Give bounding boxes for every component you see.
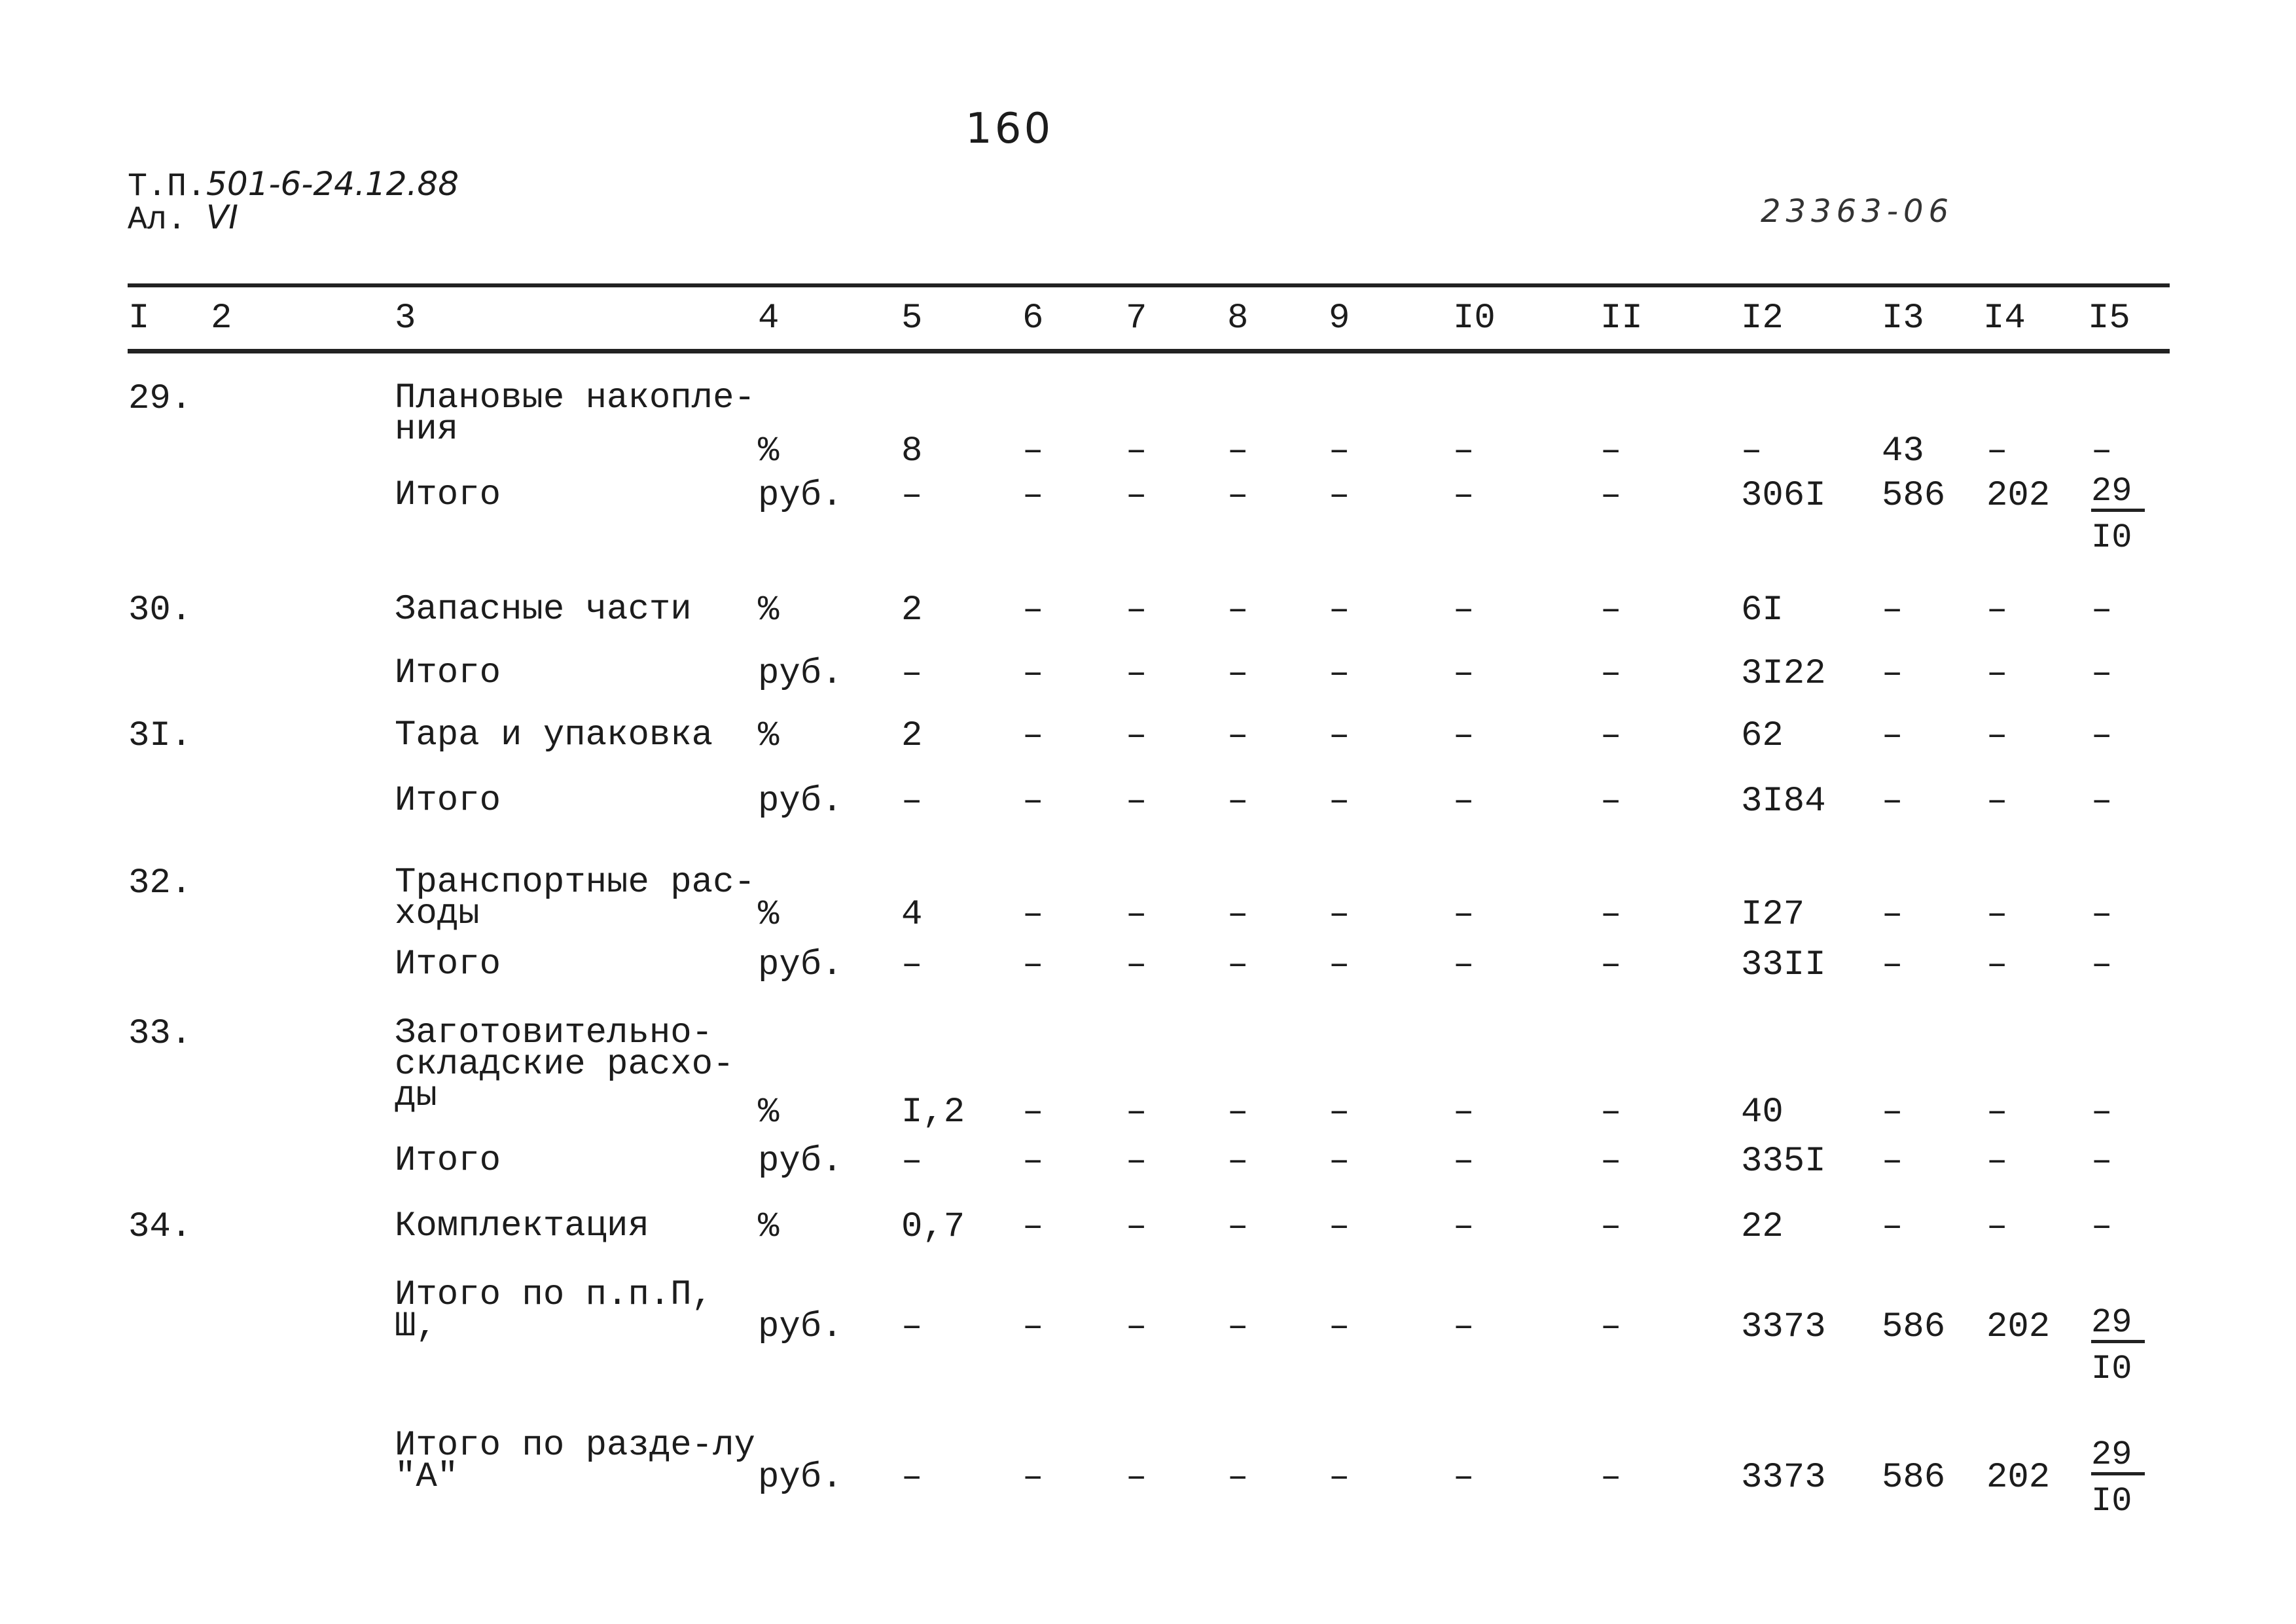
project-prefix: Т.П.: [128, 168, 207, 206]
table-cell: –: [1227, 895, 1249, 935]
column-header: I3: [1882, 298, 1924, 338]
table-cell: 202: [1986, 476, 2051, 516]
table-cell: –: [1600, 1458, 1622, 1498]
table-cell: –: [1022, 716, 1044, 756]
table-cell: –: [1453, 945, 1475, 985]
row-name: Итого: [395, 653, 501, 693]
table-cell: 586: [1882, 1307, 1946, 1347]
row-name: Итого: [395, 945, 501, 984]
table-cell: –: [1022, 1142, 1044, 1182]
project-line: [128, 165, 459, 206]
table-cell: –: [901, 945, 923, 985]
table-cell: –: [1126, 1207, 1147, 1247]
row-unit: руб.: [758, 1307, 843, 1347]
fraction-numerator: 29: [2091, 475, 2145, 512]
table-cell: –: [1986, 1207, 2008, 1247]
table-cell: –: [2091, 1142, 2113, 1182]
row-unit: руб.: [758, 782, 843, 821]
table-cell: –: [1453, 895, 1475, 935]
table-cell: –: [1329, 590, 1350, 630]
table-cell: –: [1453, 1458, 1475, 1498]
table-cell: 586: [1882, 476, 1946, 516]
table-cell: –: [1453, 654, 1475, 694]
table-cell: –: [1329, 431, 1350, 471]
table-cell: –: [1126, 590, 1147, 630]
table-cell: –: [1227, 476, 1249, 516]
column-header: II: [1600, 298, 1643, 338]
table-cell: –: [1882, 945, 1903, 985]
table-cell: –: [901, 782, 923, 821]
table-cell: –: [1126, 1092, 1147, 1132]
fraction-numerator: 29: [2091, 1306, 2145, 1343]
table-cell: 335I: [1741, 1142, 1826, 1182]
document-reference: [128, 165, 459, 239]
table-cell: –: [1986, 895, 2008, 935]
fraction-numerator: 29: [2091, 1438, 2145, 1475]
table-cell: I,2: [901, 1092, 965, 1132]
fraction-cell: [2091, 472, 2145, 557]
table-cell: –: [1600, 590, 1622, 630]
table-cell: –: [1986, 654, 2008, 694]
row-name: Транспортные рас-ходы: [395, 863, 755, 934]
table-cell: –: [901, 1142, 923, 1182]
column-header: 9: [1329, 298, 1350, 338]
fraction-denominator: I0: [2091, 1482, 2132, 1521]
table-cell: –: [1022, 1458, 1044, 1498]
table-cell: –: [1227, 716, 1249, 756]
table-cell: –: [1022, 1207, 1044, 1247]
row-name: Итого: [395, 475, 501, 515]
table-cell: –: [2091, 431, 2113, 471]
table-cell: –: [1022, 654, 1044, 694]
table-cell: 40: [1741, 1092, 1784, 1132]
table-cell: –: [1227, 1307, 1249, 1347]
table-cell: –: [1329, 476, 1350, 516]
row-unit: руб.: [758, 945, 843, 985]
row-unit: %: [758, 1207, 780, 1247]
row-name: Комплектация: [395, 1206, 649, 1246]
table-cell: I27: [1741, 895, 1805, 935]
table-cell: –: [1986, 782, 2008, 821]
table-cell: –: [1329, 654, 1350, 694]
table-cell: –: [1600, 1142, 1622, 1182]
table-cell: –: [1453, 590, 1475, 630]
album-prefix: Ал.: [128, 202, 187, 239]
table-cell: –: [1227, 782, 1249, 821]
table-cell: 3373: [1741, 1307, 1826, 1347]
table-cell: –: [1600, 1207, 1622, 1247]
row-number: 33.: [128, 1014, 192, 1054]
table-cell: –: [1986, 1092, 2008, 1132]
row-unit: руб.: [758, 1142, 843, 1182]
table-cell: –: [1600, 476, 1622, 516]
row-unit: %: [758, 716, 780, 756]
table-cell: –: [1126, 1458, 1147, 1498]
row-unit: руб.: [758, 654, 843, 694]
table-cell: –: [1600, 1307, 1622, 1347]
table-cell: –: [1600, 782, 1622, 821]
row-unit: %: [758, 590, 780, 630]
table-cell: –: [1741, 431, 1763, 471]
row-name: Тара и упаковка: [395, 715, 713, 755]
table-cell: –: [1227, 654, 1249, 694]
row-unit: руб.: [758, 476, 843, 516]
table-cell: –: [1882, 716, 1903, 756]
table-cell: –: [1329, 1092, 1350, 1132]
table-cell: –: [1600, 654, 1622, 694]
table-cell: 43: [1882, 431, 1924, 471]
table-cell: –: [1329, 1307, 1350, 1347]
table-header-rule: [128, 349, 2170, 353]
table-cell: –: [2091, 782, 2113, 821]
table-cell: –: [901, 1458, 923, 1498]
table-cell: –: [1022, 476, 1044, 516]
table-cell: –: [1453, 1307, 1475, 1347]
table-cell: –: [1329, 782, 1350, 821]
row-number: 30.: [128, 590, 192, 630]
column-header: I0: [1453, 298, 1496, 338]
table-cell: –: [1600, 1092, 1622, 1132]
table-cell: 62: [1741, 716, 1784, 756]
table-cell: –: [1882, 895, 1903, 935]
table-cell: –: [2091, 654, 2113, 694]
table-cell: –: [1453, 1142, 1475, 1182]
table-top-rule: [128, 283, 2170, 287]
table-cell: –: [1126, 895, 1147, 935]
table-cell: –: [1022, 1092, 1044, 1132]
table-cell: 202: [1986, 1458, 2051, 1498]
table-cell: –: [1227, 1142, 1249, 1182]
row-unit: %: [758, 1092, 780, 1132]
row-number: 32.: [128, 863, 192, 903]
column-header: 5: [901, 298, 923, 338]
page-number: 160: [965, 105, 1054, 153]
column-header: I5: [2088, 298, 2130, 338]
table-cell: –: [1227, 1092, 1249, 1132]
table-cell: –: [2091, 1092, 2113, 1132]
table-cell: –: [1600, 945, 1622, 985]
table-cell: –: [1126, 945, 1147, 985]
row-unit: %: [758, 895, 780, 935]
column-header: 6: [1022, 298, 1044, 338]
table-cell: 3I22: [1741, 654, 1826, 694]
table-cell: –: [901, 476, 923, 516]
table-cell: –: [1600, 431, 1622, 471]
table-cell: 586: [1882, 1458, 1946, 1498]
table-cell: –: [1986, 716, 2008, 756]
table-cell: 2: [901, 716, 923, 756]
table-cell: –: [1022, 431, 1044, 471]
column-header: 4: [758, 298, 780, 338]
table-cell: –: [2091, 945, 2113, 985]
table-cell: –: [1453, 1207, 1475, 1247]
row-name: Запасные части: [395, 590, 692, 630]
table-cell: –: [2091, 1207, 2113, 1247]
row-name: Заготовительно-складские расхо-ды: [395, 1013, 734, 1116]
table-cell: 202: [1986, 1307, 2051, 1347]
table-cell: –: [2091, 716, 2113, 756]
column-header: 8: [1227, 298, 1249, 338]
table-cell: 22: [1741, 1207, 1784, 1247]
table-cell: –: [2091, 895, 2113, 935]
row-name: Итого по п.п.П, Ш,: [395, 1275, 713, 1346]
table-cell: –: [1227, 945, 1249, 985]
table-cell: –: [1882, 1207, 1903, 1247]
table-cell: –: [1986, 945, 2008, 985]
row-number: 29.: [128, 379, 192, 419]
fraction-cell: [2091, 1303, 2145, 1388]
table-cell: –: [1329, 1458, 1350, 1498]
album-line: [128, 198, 459, 239]
fraction-cell: [2091, 1435, 2145, 1521]
table-cell: –: [1126, 654, 1147, 694]
row-name: Итого по разде-лу "А": [395, 1426, 755, 1497]
table-cell: –: [1882, 782, 1903, 821]
column-header: 2: [211, 298, 232, 338]
table-cell: –: [1126, 431, 1147, 471]
table-cell: –: [1227, 431, 1249, 471]
table-cell: –: [1126, 782, 1147, 821]
table-cell: 8: [901, 431, 923, 471]
table-cell: –: [1882, 1142, 1903, 1182]
fraction-denominator: I0: [2091, 518, 2132, 557]
row-name: Плановые накопле-ния: [395, 378, 755, 450]
table-cell: –: [1600, 895, 1622, 935]
table-cell: –: [1227, 1207, 1249, 1247]
table-cell: –: [1126, 476, 1147, 516]
table-cell: –: [1126, 716, 1147, 756]
table-cell: –: [1453, 1092, 1475, 1132]
table-cell: 6I: [1741, 590, 1784, 630]
table-cell: –: [1329, 1207, 1350, 1247]
table-cell: –: [1882, 654, 1903, 694]
table-cell: –: [901, 654, 923, 694]
table-cell: 306I: [1741, 476, 1826, 516]
row-unit: руб.: [758, 1458, 843, 1498]
table-cell: –: [1453, 476, 1475, 516]
table-cell: 33II: [1741, 945, 1826, 985]
document-code: 23363-06: [1761, 193, 1954, 230]
table-cell: –: [1329, 895, 1350, 935]
row-name: Итого: [395, 781, 501, 821]
row-name: Итого: [395, 1141, 501, 1181]
column-header: I: [128, 298, 150, 338]
table-cell: –: [1882, 1092, 1903, 1132]
fraction-denominator: I0: [2091, 1350, 2132, 1388]
table-cell: 4: [901, 895, 923, 935]
table-cell: –: [1329, 716, 1350, 756]
table-cell: –: [1022, 782, 1044, 821]
table-cell: –: [1453, 716, 1475, 756]
table-cell: –: [1453, 431, 1475, 471]
table-cell: –: [901, 1307, 923, 1347]
table-cell: –: [1022, 1307, 1044, 1347]
table-cell: 3I84: [1741, 782, 1826, 821]
project-number: 501-6-24.12.88: [206, 165, 459, 203]
table-cell: –: [1453, 782, 1475, 821]
row-number: 3I.: [128, 716, 192, 756]
table-cell: –: [1022, 895, 1044, 935]
table-cell: –: [1600, 716, 1622, 756]
table-cell: –: [1227, 590, 1249, 630]
table-cell: –: [1882, 590, 1903, 630]
table-cell: –: [1329, 945, 1350, 985]
table-cell: –: [1022, 590, 1044, 630]
table-cell: –: [1126, 1142, 1147, 1182]
table-cell: 0,7: [901, 1207, 965, 1247]
table-cell: –: [1986, 590, 2008, 630]
column-header: 3: [395, 298, 416, 338]
table-cell: 3373: [1741, 1458, 1826, 1498]
table-cell: –: [1126, 1307, 1147, 1347]
row-number: 34.: [128, 1207, 192, 1247]
row-unit: %: [758, 431, 780, 471]
album-number: VI: [206, 198, 238, 236]
table-cell: –: [2091, 590, 2113, 630]
table-cell: –: [1227, 1458, 1249, 1498]
table-cell: 2: [901, 590, 923, 630]
column-header: 7: [1126, 298, 1147, 338]
table-cell: –: [1986, 431, 2008, 471]
table-cell: –: [1329, 1142, 1350, 1182]
column-header: I4: [1983, 298, 2026, 338]
column-header: I2: [1741, 298, 1784, 338]
table-cell: –: [1022, 945, 1044, 985]
table-cell: –: [1986, 1142, 2008, 1182]
